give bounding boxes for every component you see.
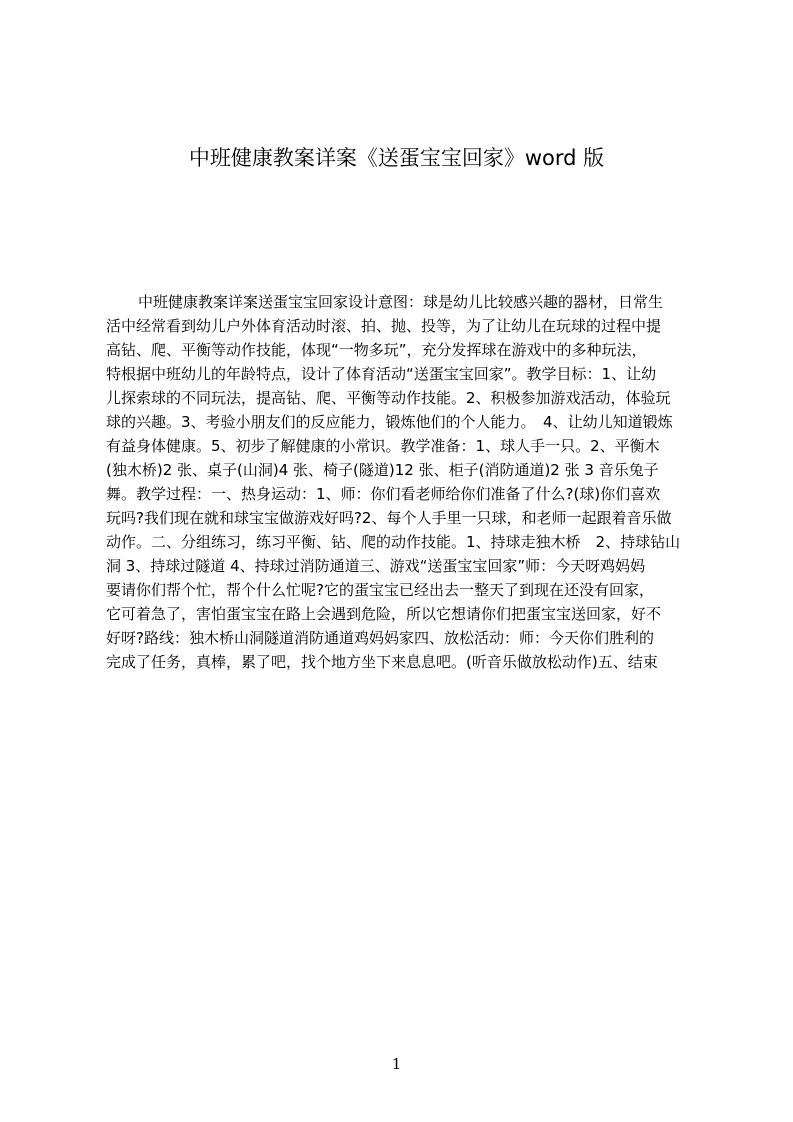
document-title: 中班健康教案详案《送蛋宝宝回家》word 版	[188, 146, 605, 170]
body-line: 洞 3、持球过隧道 4、持球过消防通道三、游戏“送蛋宝宝回家”师：今天呀鸡妈妈	[106, 557, 646, 575]
body-line: 它可着急了，害怕蛋宝宝在路上会遇到危险，所以它想请你们把蛋宝宝送回家，好不	[106, 605, 662, 623]
body-line: 舞。教学过程：一、热身运动：1、师：你们看老师给你们准备了什么?(球)你们喜欢	[106, 485, 661, 503]
body-paragraph	[106, 290, 698, 710]
body-line: 好呀?路线：独木桥山洞隧道消防通道鸡妈妈家四、放松活动：师：今天你们胜利的	[106, 629, 654, 647]
body-line: 球的兴趣。3、考验小朋友们的反应能力，锻炼他们的个人能力。 4、让幼儿知道锻炼	[106, 413, 673, 431]
body-line: 玩吗?我们现在就和球宝宝做游戏好吗?2、每个人手里一只球，和老师一起跟着音乐做	[106, 509, 672, 527]
body-line: 动作。二、分组练习，练习平衡、钻、爬的动作技能。1、持球走独木桥 2、持球钻山	[106, 533, 681, 551]
body-line: 儿探索球的不同玩法，提高钻、爬、平衡等动作技能。2、积极参加游戏活动，体验玩	[106, 389, 671, 407]
body-line: 特根据中班幼儿的年龄特点，设计了体育活动“送蛋宝宝回家”。教学目标：1、让幼	[106, 365, 657, 383]
body-line: 中班健康教案详案送蛋宝宝回家设计意图：球是幼儿比较感兴趣的器材，日常生	[138, 293, 664, 311]
body-line: 要请你们帮个忙，帮个什么忙呢?它的蛋宝宝已经出去一整天了到现在还没有回家，	[106, 581, 654, 599]
body-line: 活中经常看到幼儿户外体育活动时滚、拍、抛、投等，为了让幼儿在玩球的过程中提	[106, 317, 662, 335]
body-line: 高钻、爬、平衡等动作技能，体现“一物多玩”，充分发挥球在游戏中的多种玩法，	[106, 341, 647, 359]
body-line: 完成了任务，真棒，累了吧，找个地方坐下来息息吧。(听音乐做放松动作)五、结束	[106, 653, 658, 671]
body-line: 有益身体健康。5、初步了解健康的小常识。教学准备：1、球人手一只。2、平衡木	[106, 437, 660, 455]
page-number: 1	[391, 1055, 402, 1073]
body-line: (独木桥)2 张、桌子(山洞)4 张、椅子(隧道)12 张、柜子(消防通道)2 张 3 音乐兔子	[106, 461, 659, 479]
